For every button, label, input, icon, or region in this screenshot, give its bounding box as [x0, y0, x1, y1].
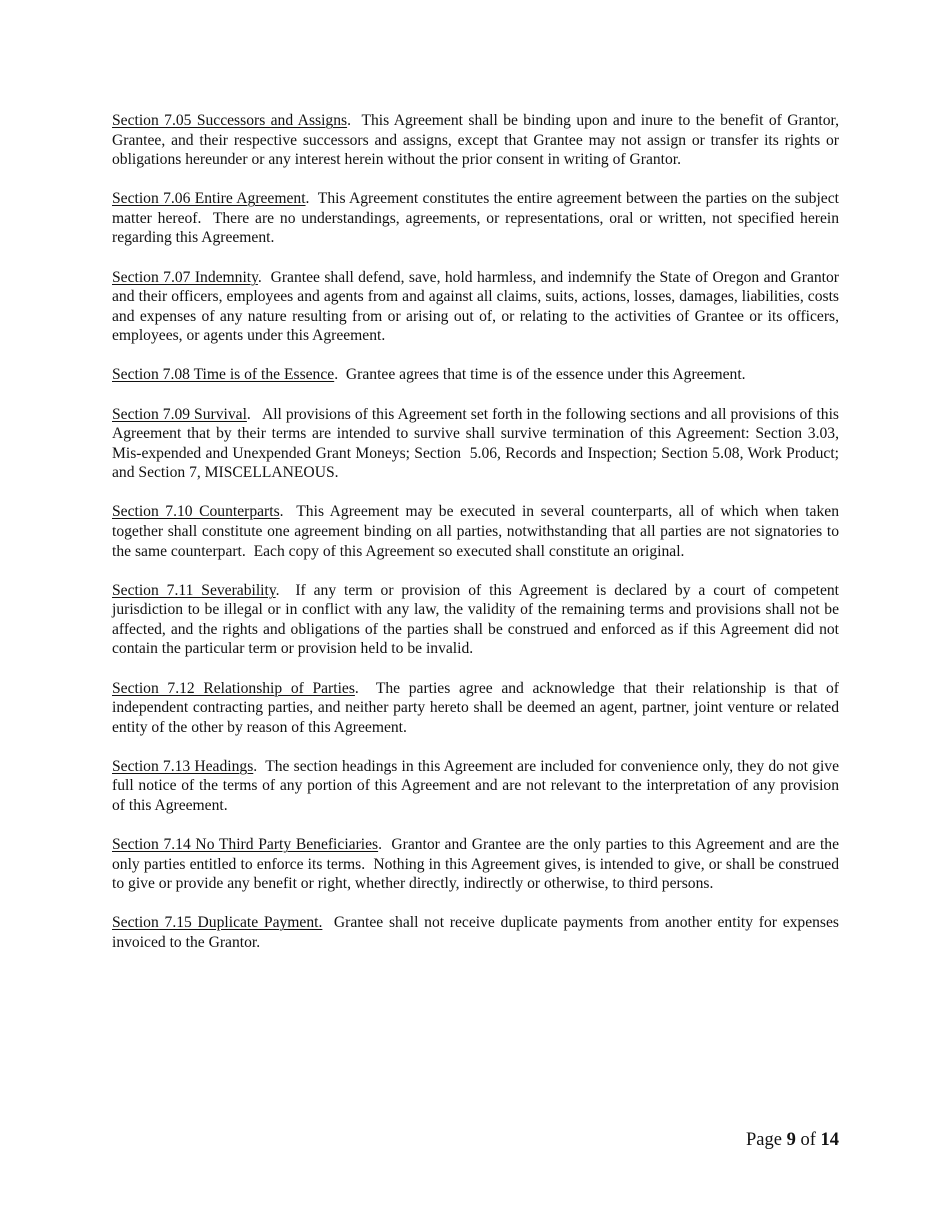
- section-heading: Section 7.10 Counterparts: [112, 503, 280, 521]
- page-label: Page: [745, 1130, 787, 1150]
- section-7-13: [112, 757, 843, 816]
- section-7-06: [112, 189, 843, 248]
- section-7-12: [112, 679, 843, 738]
- section-heading-tail: .: [279, 503, 284, 521]
- section-7-07: [112, 268, 843, 346]
- section-heading-tail: .: [354, 679, 359, 697]
- section-heading: Section 7.12 Relationship of Parties: [112, 679, 355, 697]
- section-body: If any term or provision of this Agreement is declared by a court of competent jurisdiction to be illegal or in conflict with any law, the validity of the remaining terms and provisions shall not be affected, and the rights and obligations of the parties shall be construed and enforced as if this Agreement did not contain the particular term or provision held to be invalid.: [112, 581, 843, 658]
- section-body: Grantee shall defend, save, hold harmless, and indemnify the State of Oregon and Grantor and their officers, employees and agents from and against all claims, suits, actions, losses, damages, liabilities, costs and expenses of any nature resulting from or arising out of, or relating to the activities of Grantee or its officers, employees, or agents under this Agreement.: [112, 268, 843, 345]
- section-7-15: [112, 913, 843, 952]
- section-heading: Section 7.15 Duplicate Payment.: [112, 914, 323, 932]
- section-heading-tail: .: [246, 405, 251, 423]
- section-body: This Agreement constitutes the entire agreement between the parties on the subject matter hereof. There are no understandings, agreements, or representations, oral or written, not specified herein regarding this Agreement.: [112, 190, 843, 247]
- current-page-number: 9: [786, 1130, 796, 1150]
- page-separator: of: [795, 1130, 821, 1150]
- section-body: Grantee shall not receive duplicate payments from another entity for expenses invoiced to the Grantor.: [112, 914, 843, 951]
- section-heading-tail: .: [378, 836, 382, 854]
- section-heading: Section 7.07 Indemnity: [112, 268, 258, 286]
- section-body: Grantor and Grantee are the only parties to this Agreement and are the only parties entitled to enforce its terms. Nothing in this Agreement gives, is intended to give, or shall be construed to give or provide any benefit or right, whether directly, indirectly or otherwise, to third persons.: [112, 836, 843, 893]
- total-page-count: 14: [820, 1130, 839, 1150]
- section-7-08: [112, 365, 839, 385]
- section-heading: Section 7.05 Successors and Assigns: [112, 112, 348, 129]
- section-body: Grantee agrees that time is of the essence under this Agreement.: [338, 366, 746, 384]
- section-heading: Section 7.11 Severability: [112, 581, 276, 599]
- page-number-footer: [746, 1129, 839, 1151]
- section-heading-tail: .: [275, 581, 280, 599]
- section-7-10: [112, 502, 843, 561]
- section-heading: Section 7.09 Survival: [112, 405, 247, 423]
- section-heading-tail: .: [305, 190, 310, 208]
- section-body: The parties agree and acknowledge that their relationship is that of independent contracting parties, and neither party hereto shall be deemed an agent, partner, joint venture or related entity of the other by reason of this Agreement.: [112, 679, 843, 736]
- section-body: All provisions of this Agreement set forth in the following sections and all provisions of this Agreement that by their terms are intended to survive shall survive termination of this Agreement: Section 3.03, Mis-expended and Unexpended Grant Moneys; Section 5.06, Records and Inspection; Section 5.08, Work Product; and Section 7, MISCELLANEOUS.: [112, 405, 843, 482]
- section-heading: Section 7.13 Headings: [112, 757, 254, 775]
- section-body: This Agreement shall be binding upon and inure to the benefit of Grantor, Grantee, and their respective successors and assigns, except that Grantee may not assign or transfer its rights or obligations hereunder or any interest herein without the prior consent in writing of Grantor.: [112, 112, 843, 169]
- section-heading-tail: .: [347, 112, 351, 129]
- section-heading: Section 7.14 No Third Party Beneficiaries: [112, 836, 379, 854]
- section-heading: Section 7.08 Time is of the Essence: [112, 366, 335, 384]
- section-7-09: [112, 405, 843, 483]
- section-heading-tail: .: [253, 757, 258, 775]
- section-body: The section headings in this Agreement are included for convenience only, they do not give full notice of the terms of any portion of this Agreement and are not relevant to the interpretation of any provision of this Agreement.: [112, 757, 843, 815]
- document-body: [112, 111, 843, 972]
- section-heading: Section 7.06 Entire Agreement: [112, 190, 306, 208]
- section-heading-tail: .: [334, 366, 339, 384]
- section-body: This Agreement may be executed in several counterparts, all of which when taken together shall constitute one agreement binding on all parties, notwithstanding that all parties are not signatories to the same counterpart. Each copy of this Agreement so executed shall constitute an original.: [112, 503, 843, 560]
- section-heading-tail: .: [257, 268, 262, 286]
- section-7-14: [112, 835, 843, 894]
- section-7-11: [112, 581, 843, 659]
- section-7-05: [112, 111, 843, 170]
